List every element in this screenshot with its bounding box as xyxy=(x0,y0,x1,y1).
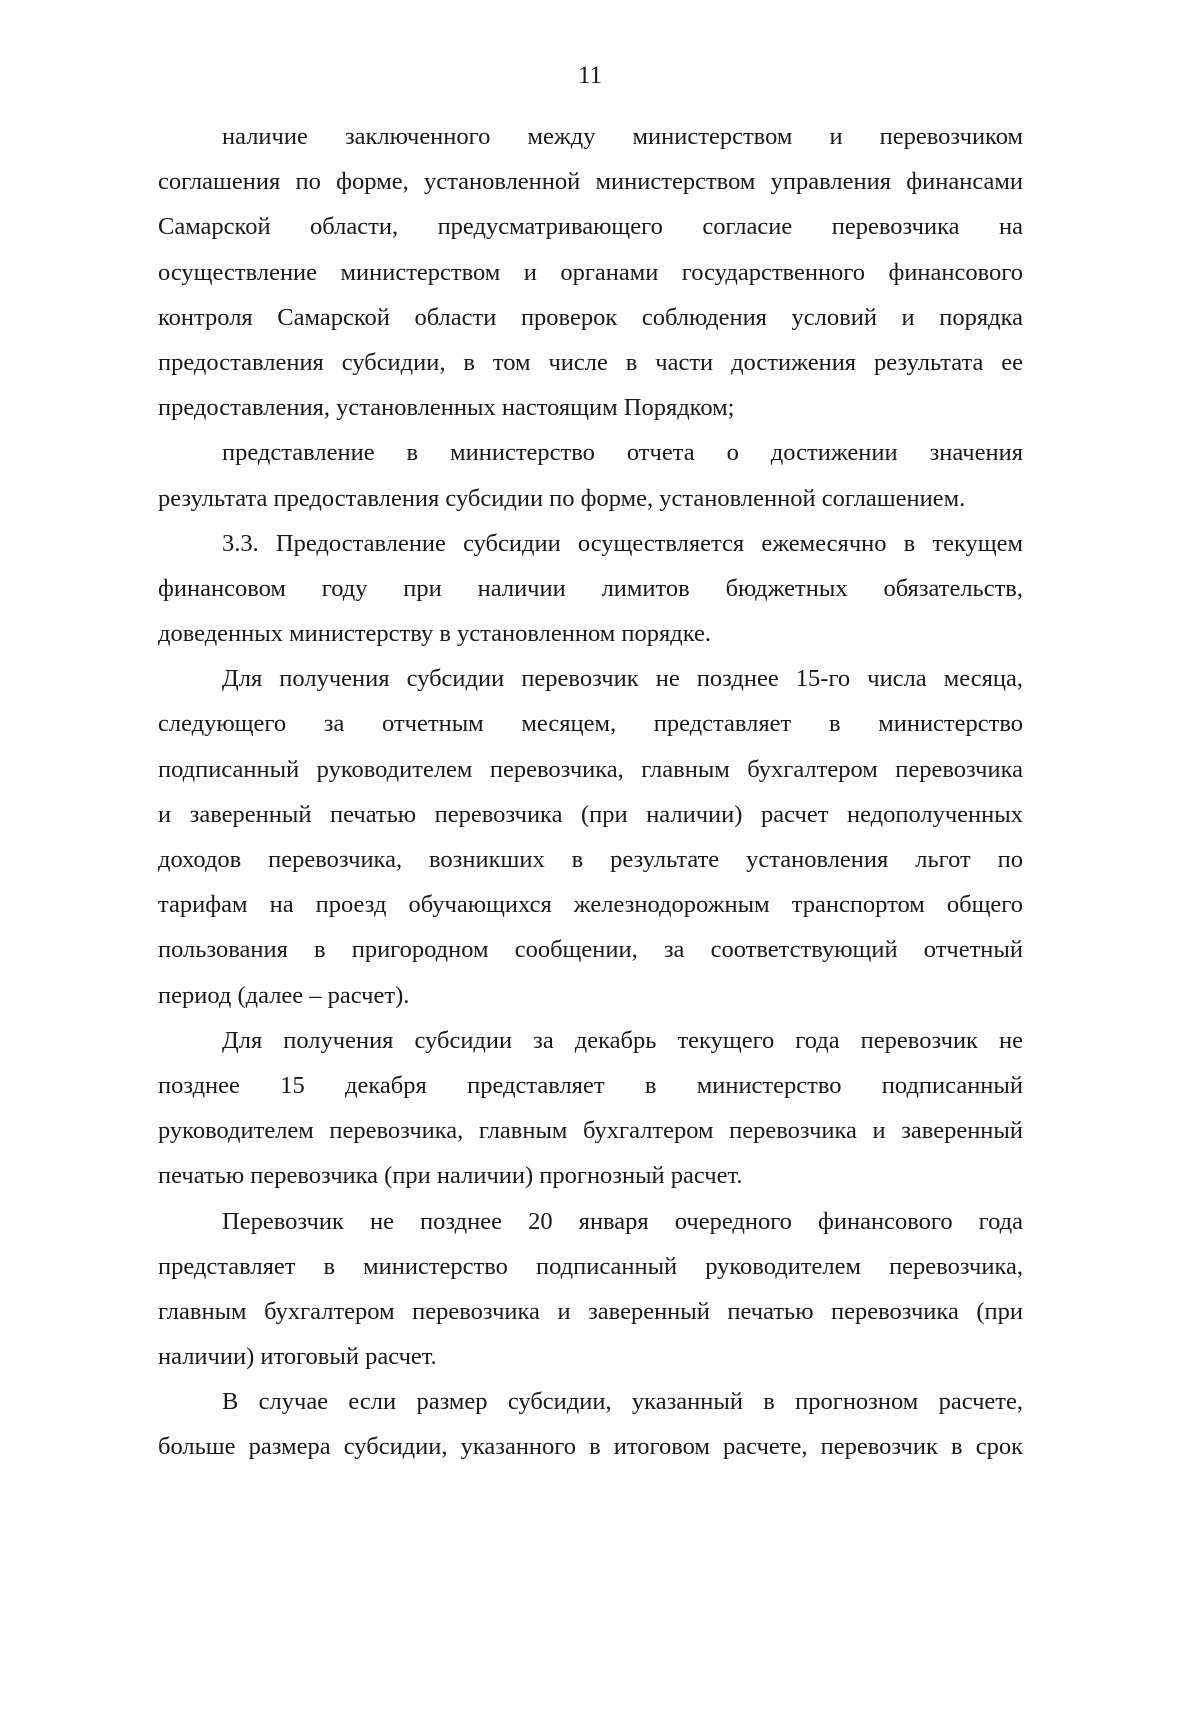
paragraph xyxy=(158,1018,1023,1199)
paragraph xyxy=(158,521,1023,657)
text-line: наличии) итоговый расчет. xyxy=(158,1343,437,1371)
text-line: предоставления, установленных настоящим Порядком; xyxy=(158,394,735,422)
text-line: осуществление министерством и органами государственного финансового xyxy=(158,258,1023,286)
text-line: доходов перевозчика, возникших в результате установления льгот по xyxy=(158,846,1023,873)
paragraph xyxy=(158,1199,1023,1380)
document-body xyxy=(158,114,1023,1470)
text-line: период (далее – расчет). xyxy=(158,981,410,1009)
text-line: Для получения субсидии за декабрь текущего года перевозчик не xyxy=(222,1026,1023,1054)
text-line: главным бухгалтером перевозчика и заверенный печатью перевозчика (при xyxy=(158,1297,1023,1325)
paragraph xyxy=(158,430,1023,520)
text-line: пользования в пригородном сообщении, за соответствующий отчетный xyxy=(158,936,1023,964)
text-line: позднее 15 декабря представляет в министерство подписанный xyxy=(158,1071,1023,1099)
text-line: следующего за отчетным месяцем, представляет в министерство xyxy=(158,710,1023,738)
text-line: Перевозчик не позднее 20 января очередного финансового года xyxy=(222,1207,1023,1235)
text-line: подписанный руководителем перевозчика, главным бухгалтером перевозчика xyxy=(158,755,1023,783)
paragraph xyxy=(158,114,1023,430)
text-line: 3.3. Предоставление субсидии осуществляется ежемесячно в текущем xyxy=(222,529,1023,557)
text-line: финансовом году при наличии лимитов бюджетных обязательств, xyxy=(158,574,1023,602)
text-line: тарифам на проезд обучающихся железнодорожным транспортом общего xyxy=(158,891,1023,919)
text-line: контроля Самарской области проверок соблюдения условий и порядка xyxy=(158,303,1023,331)
text-line: и заверенный печатью перевозчика (при наличии) расчет недополученных xyxy=(158,800,1023,828)
text-line: результата предоставления субсидии по форме, установленной соглашением. xyxy=(158,484,966,512)
paragraph xyxy=(158,1379,1023,1469)
text-line: представляет в министерство подписанный руководителем перевозчика, xyxy=(158,1252,1023,1280)
text-line: руководителем перевозчика, главным бухгалтером перевозчика и заверенный xyxy=(158,1117,1023,1145)
text-line: соглашения по форме, установленной министерством управления финансами xyxy=(158,168,1023,196)
text-line: В случае если размер субсидии, указанный в прогнозном расчете, xyxy=(222,1388,1023,1416)
text-line: печатью перевозчика (при наличии) прогнозный расчет. xyxy=(158,1162,743,1190)
text-line: доведенных министерству в установленном порядке. xyxy=(158,620,711,648)
text-line: наличие заключенного между министерством и перевозчиком xyxy=(222,123,1023,150)
text-line: Для получения субсидии перевозчик не позднее 15-го числа месяца, xyxy=(222,665,1023,693)
text-line: представление в министерство отчета о достижении значения xyxy=(222,439,1023,467)
page-number-text: 11 xyxy=(577,62,603,89)
text-line: предоставления субсидии, в том числе в части достижения результата ее xyxy=(158,348,1023,376)
text-line: Самарской области, предусматривающего согласие перевозчика на xyxy=(158,213,1023,241)
text-line: больше размера субсидии, указанного в итоговом расчете, перевозчик в срок xyxy=(158,1433,1023,1461)
paragraph xyxy=(158,656,1023,1018)
page-number xyxy=(0,62,1200,90)
